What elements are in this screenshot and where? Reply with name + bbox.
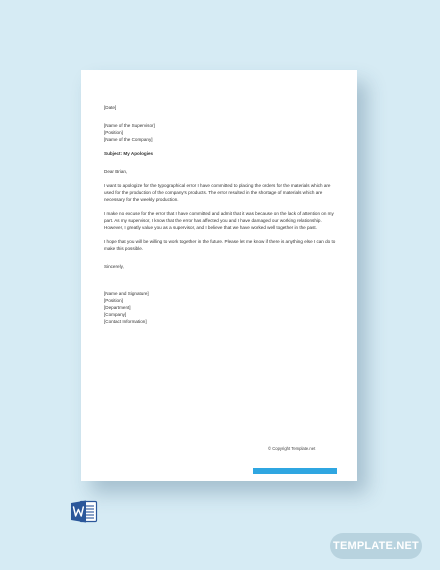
signature-company-line: [Company] xyxy=(104,312,127,317)
template-net-badge[interactable]: TEMPLATE.NET xyxy=(330,533,422,559)
letter-page xyxy=(81,70,357,481)
paragraph-1: I want to apologize for the typographical error I have committed to placing the orders for the materials which are used for the production of the company's products. The error resulted in the shortage of materials which are necessary for the weekly production. xyxy=(104,183,331,202)
signature-position-line: [Position] xyxy=(104,298,123,303)
subject-line: Subject: My Apologies xyxy=(104,151,154,156)
copyright-notice: © Copyright Template.net xyxy=(268,446,316,451)
signature-contact-line: [Contact Information] xyxy=(104,319,147,324)
recipient-position-line: [Position] xyxy=(104,130,123,135)
letter-body xyxy=(104,104,336,325)
closing: Sincerely, xyxy=(104,264,124,269)
recipient-name-line: [Name of the Supervisor] xyxy=(104,123,155,128)
salutation: Dear Brian, xyxy=(104,169,128,174)
signature-department-line: [Department] xyxy=(104,305,131,310)
signature-name-line: [Name and Signature] xyxy=(104,291,149,296)
word-icon xyxy=(71,500,98,523)
date-line: [Date] xyxy=(104,105,117,110)
footer-accent-bar xyxy=(253,468,337,474)
paragraph-3: I hope that you will be willing to work together in the future. Please let me know if there is anything else I can do to make this possible. xyxy=(104,239,336,251)
recipient-company-line: [Name of the Company] xyxy=(104,137,153,142)
paragraph-2: I make no excuse for the error that I have committed and admit that it was because on the lack of attention on my part. As my supervisor, I know that the error has affected you and I have damaged our working relationship. However, I greatly value you as a supervisor, and I believe that we have worked well together in the past. xyxy=(104,211,334,230)
